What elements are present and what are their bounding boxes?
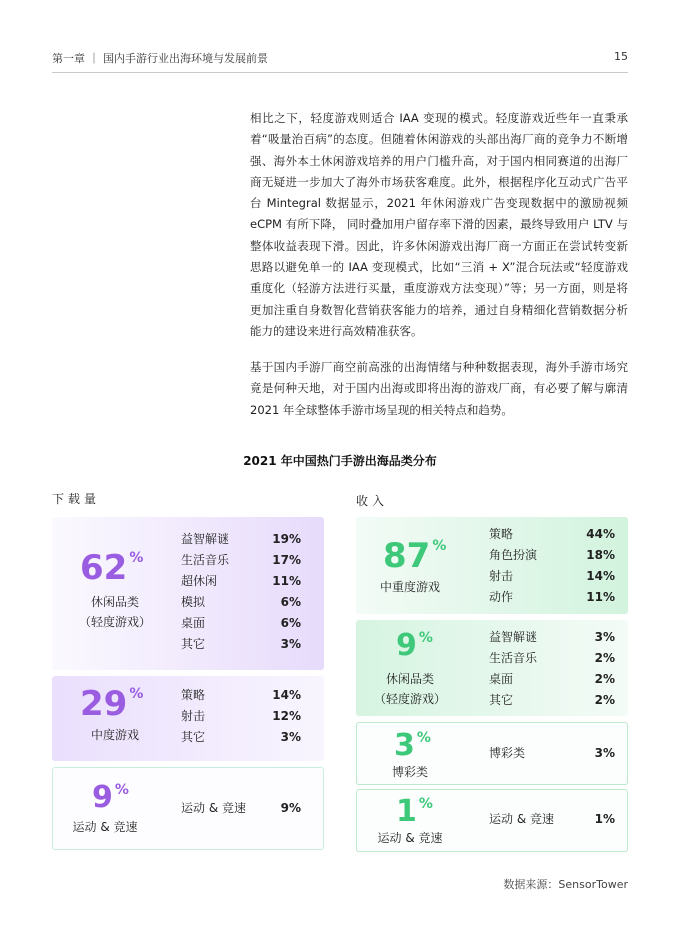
list-item: 其它 3% (181, 730, 301, 744)
revenue-label: 收入 (356, 494, 389, 508)
revenue-sports-percent: 1 % (396, 794, 433, 829)
list-item: 运动 & 竞速 9% (181, 801, 301, 815)
category-subname: （轻度游戏） (78, 615, 151, 629)
downloads-label: 下载量 (52, 492, 101, 506)
list-item: 策略 44% (489, 527, 615, 541)
revenue-casual-percent: 9 % (396, 628, 433, 663)
revenue-gambling-name: 博彩类 (391, 765, 428, 779)
list-item: 生活音乐 17% (181, 553, 301, 567)
downloads-casual-name (60, 592, 170, 632)
category-subname: （轻度游戏） (373, 692, 446, 706)
list-item: 运动 & 竞速 1% (489, 812, 615, 826)
downloads-sports-percent: 9 % (92, 780, 129, 815)
list-item: 其它 2% (489, 693, 615, 707)
list-item: 射击 12% (181, 709, 301, 723)
list-item: 博彩类 3% (489, 746, 615, 760)
downloads-sports-list (181, 798, 301, 819)
list-item: 策略 14% (181, 688, 301, 702)
chapter-title: 第一章 ｜ 国内手游行业出海环境与发展前景 (52, 52, 268, 65)
revenue-casual-list (489, 627, 615, 711)
list-item: 益智解谜 19% (181, 532, 301, 546)
list-item: 生活音乐 2% (489, 651, 615, 665)
data-source: 数据来源：SensorTower (503, 878, 628, 891)
category-name: 休闲品类 (385, 672, 434, 686)
list-item: 益智解谜 3% (489, 630, 615, 644)
downloads-casual-percent: 62 % (80, 548, 144, 588)
page-number: 15 (614, 50, 628, 63)
downloads-midcore-percent: 29 % (80, 684, 144, 724)
paragraph-2: 基于国内手游厂商空前高涨的出海情绪与种种数据表现，海外手游市场究竟是何种天地，对于国内出海或即将出海的游戏厂商，有必要了解与廓清 2021 年全球整体手游市场呈现的相关特点和趋势。 (250, 360, 628, 417)
list-item: 其它 3% (181, 637, 301, 651)
list-item: 射击 14% (489, 569, 615, 583)
revenue-sports-list (489, 809, 615, 830)
category-name: 休闲品类 (90, 595, 139, 609)
list-item: 模拟 6% (181, 595, 301, 609)
revenue-gambling-percent: 3 % (394, 728, 431, 763)
list-item: 超休闲 11% (181, 574, 301, 588)
paragraph-1: 相比之下，轻度游戏则适合 IAA 变现的模式。轻度游戏近些年一直秉承着“吸量治百病”的态度。但随着休闲游戏的头部出海厂商的竞争力不断增强、海外本土休闲游戏培养的用户门槛升高，对于国内相同赛道的出海厂商无疑进一步加大了海外市场获客难度。此外，根据程序化互动式广告平台 Mintegral 数据显示，2021 年休闲游戏广告变现数据中的激励视频 eCPM 有所下降， 同时叠加用户留存率下滑的因素，最终导致用户 LTV 与整体收益表现下滑。因此，许多休闲游戏出海厂商一方面正在尝试转变新思路以避免单一的 IAA 变现模式，比如“三消 + X”混合玩法或“轻度游戏重度化（轻游方法进行买量，重度游戏方法变现）”等；另一方面，则是将更加注重自身数智化营销获客能力的培养，通过自身精细化营销数据分析能力的建设来进行高效精准获客。 (250, 111, 628, 338)
downloads-midcore-name: 中度游戏 (90, 728, 139, 742)
downloads-casual-list (181, 529, 301, 655)
downloads-sports-name: 运动 & 竞速 (72, 820, 138, 834)
header-divider (52, 72, 628, 73)
downloads-midcore-list (181, 685, 301, 748)
list-item: 动作 11% (489, 590, 615, 604)
revenue-midheavy-name: 中重度游戏 (379, 580, 440, 594)
revenue-midheavy-percent: 87 % (383, 536, 447, 576)
revenue-midheavy-list (489, 524, 615, 608)
list-item: 桌面 6% (181, 616, 301, 630)
list-item: 桌面 2% (489, 672, 615, 686)
revenue-gambling-list (489, 743, 615, 764)
revenue-casual-name (355, 669, 465, 709)
figure-title: 2021 年中国热门手游出海品类分布 (243, 454, 437, 468)
list-item: 角色扮演 18% (489, 548, 615, 562)
revenue-sports-name: 运动 & 竞速 (377, 831, 443, 845)
